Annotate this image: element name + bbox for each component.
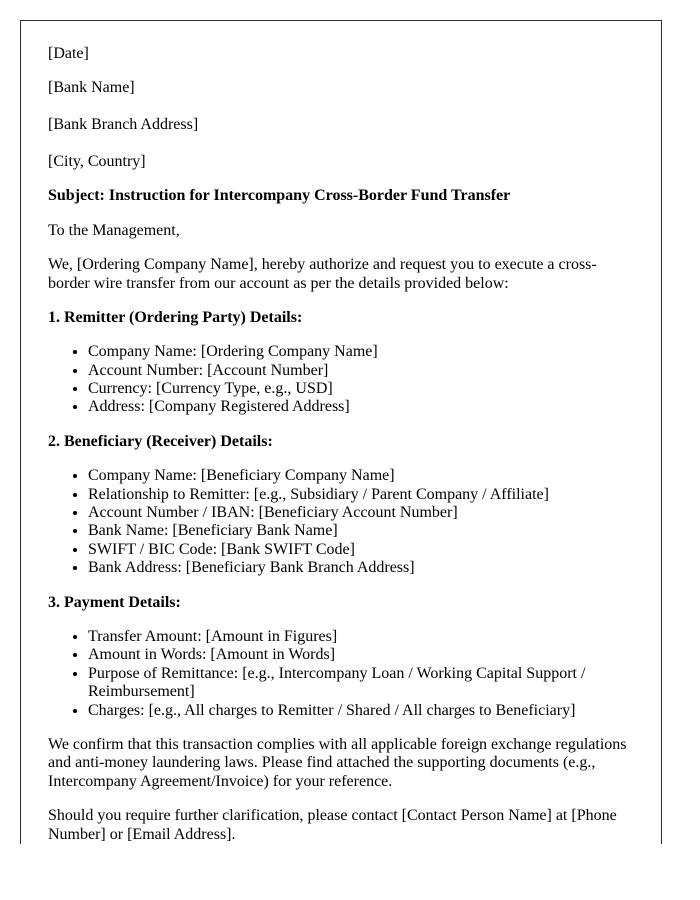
list-item: • Company Name: [Ordering Company Name] [88,343,634,361]
list-item: • Relationship to Remitter: [e.g., Subsidiary / Parent Company / Affiliate] [88,486,634,504]
bank-name-line: [Bank Name] [48,79,135,97]
list-item: • Bank Address: [Beneficiary Bank Branch Address] [88,559,634,577]
list-item: • Amount in Words: [Amount in Words] [88,646,634,664]
compliance-paragraph: We confirm that this transaction complies with all applicable foreign exchange regulations and anti-money laundering laws. Please find attached the supporting documents (e.g., Intercompany Agreement/Invoice) for your reference. [48,735,627,790]
list-item: • Purpose of Remittance: [e.g., Intercompany Loan / Working Capital Support / Reimbursement] [88,665,634,702]
contact-paragraph: Should you require further clarification, please contact [Contact Person Name] at [Phone Number] or [Email Address]. [48,807,617,843]
remitter-details-list [48,343,634,417]
section-heading-beneficiary: 2. Beneficiary (Receiver) Details: [48,432,273,450]
list-item: • Address: [Company Registered Address] [88,398,634,416]
salutation: To the Management, [48,221,180,239]
subject-line: Subject: Instruction for Intercompany Cross-Border Fund Transfer [48,187,511,205]
letter-page [20,20,662,844]
list-item: • Account Number: [Account Number] [88,362,634,380]
bank-address-block [48,79,634,171]
list-item: • Bank Name: [Beneficiary Bank Name] [88,522,634,540]
payment-details-list [48,628,634,720]
intro-paragraph: We, [Ordering Company Name], hereby authorize and request you to execute a cross-border wire transfer from our account as per the details provided below: [48,256,597,292]
bank-branch-address-line: [Bank Branch Address] [48,116,199,134]
section-heading-payment: 3. Payment Details: [48,593,181,611]
beneficiary-details-list [48,467,634,577]
list-item: • SWIFT / BIC Code: [Bank SWIFT Code] [88,541,634,559]
list-item: • Charges: [e.g., All charges to Remitter / Shared / All charges to Beneficiary] [88,702,634,720]
list-item: • Account Number / IBAN: [Beneficiary Account Number] [88,504,634,522]
list-item: • Currency: [Currency Type, e.g., USD] [88,380,634,398]
list-item: • Company Name: [Beneficiary Company Name] [88,467,634,485]
bank-city-country-line: [City, Country] [48,152,146,170]
list-item: • Transfer Amount: [Amount in Figures] [88,628,634,646]
section-heading-remitter: 1. Remitter (Ordering Party) Details: [48,308,303,326]
date-line: [Date] [48,45,89,62]
